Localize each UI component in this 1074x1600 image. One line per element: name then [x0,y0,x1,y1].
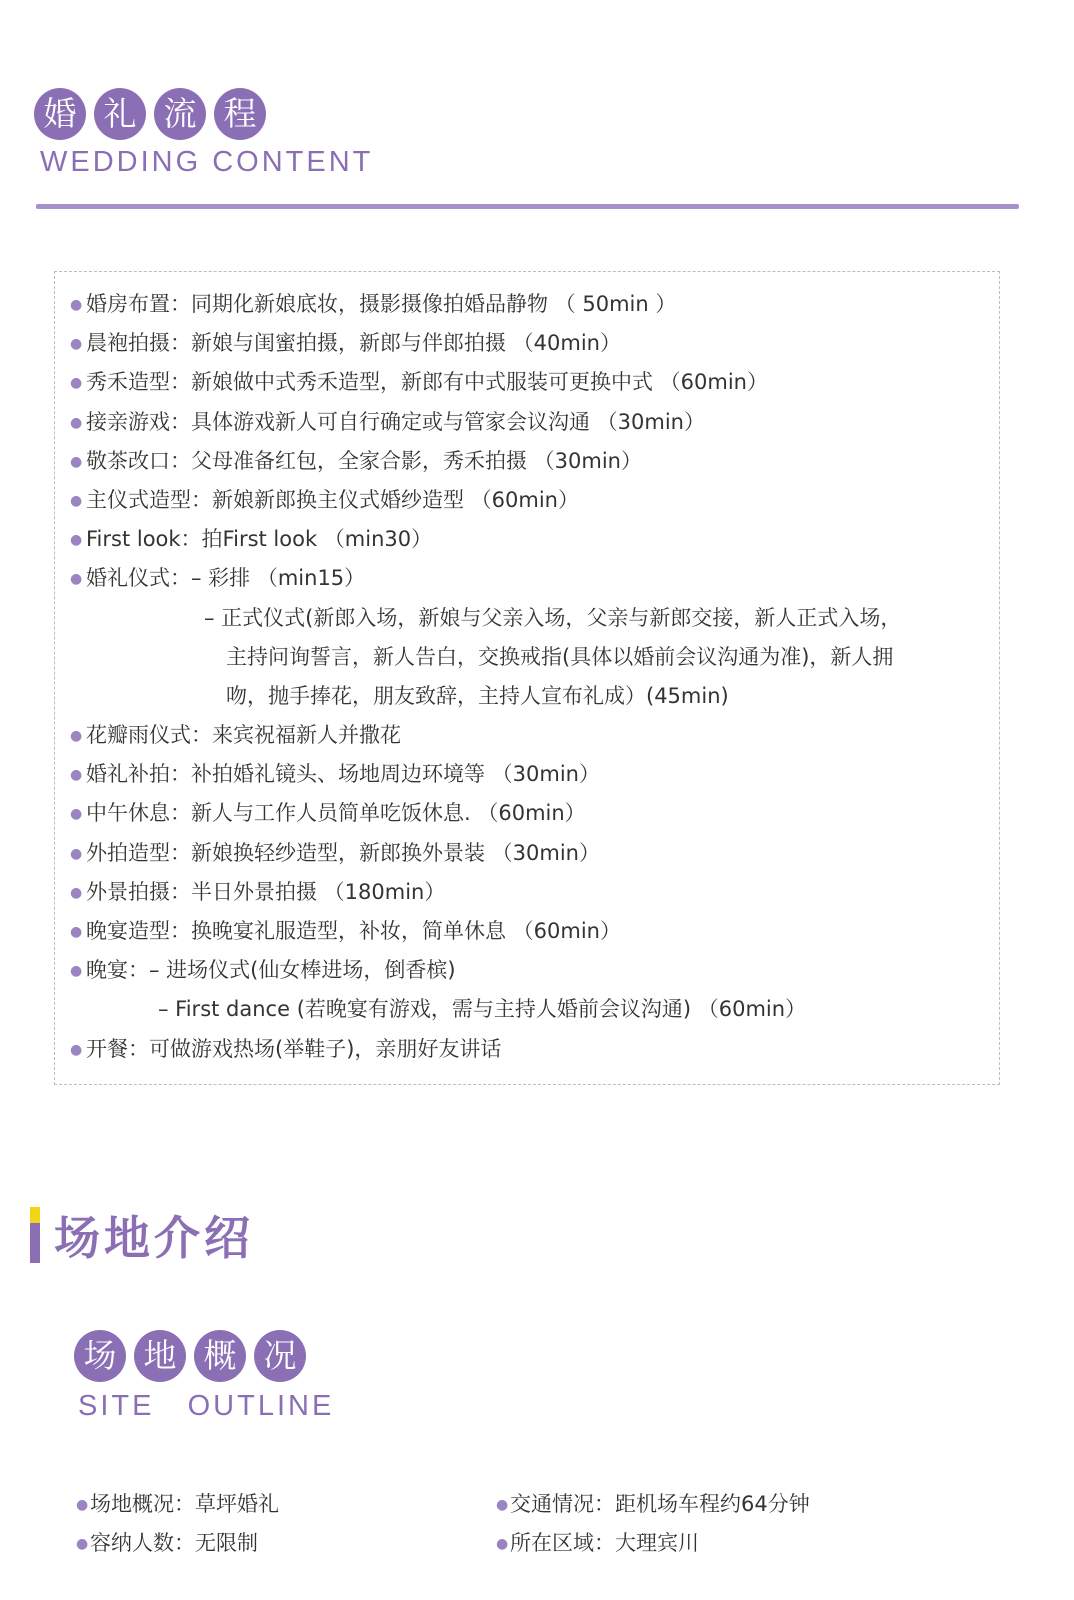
wedding-subtitle: WEDDING CONTENT [40,146,374,178]
wedding-title [34,88,266,140]
bullet-icon: ● [76,1497,89,1513]
bullet-icon: ● [70,884,83,901]
wedding-title-char: 礼 [94,88,146,140]
bullet-icon: ● [70,532,83,549]
bullet-icon: ● [76,1536,89,1552]
bullet-icon: ● [496,1536,509,1552]
site-subtitle: SITE OUTLINE [78,1390,335,1422]
bullet-icon: ● [70,806,83,823]
heading-bar-icon [30,1207,40,1263]
region-info: ●所在区域：大理宾川 [496,1531,699,1555]
bullet-icon: ● [70,1041,83,1058]
schedule-item: ● 外拍造型：新娘换轻纱造型，新郎换外景装 （30min） [70,834,1000,873]
schedule-continuation: 主持问询誓言，新人告白，交换戒指(具体以婚前会议沟通为准)，新人拥 [226,644,894,669]
bullet-icon: ● [70,728,83,745]
bullet-icon: ● [70,453,83,470]
wedding-title-char: 程 [214,88,266,140]
wedding-title-char: 婚 [34,88,86,140]
schedule-subitem: – First dance (若晚宴有游戏，需与主持人婚前会议沟通) （60min） [158,997,807,1022]
bullet-icon: ● [70,924,83,940]
schedule-item: ● 晨袍拍摄：新娘与闺蜜拍摄，新郎与伴郎拍摄 （40min） [70,324,1000,363]
transport-info: ●交通情况：距机场车程约64分钟 [496,1492,810,1516]
site-type: ●场地概况：草坪婚礼 [76,1492,279,1516]
schedule-item: ● First look：拍First look （min30） [70,520,1000,559]
schedule-item: ● 婚礼仪式：– 彩排 （min15） [70,559,1000,598]
schedule-list [70,285,1000,1069]
venue-heading-text: 场地介绍 [54,1211,254,1265]
schedule-item: ● 敬茶改口：父母准备红包，全家合影，秀禾拍摄 （30min） [70,442,1000,481]
bullet-icon: ● [70,297,83,313]
schedule-item: ● 开餐：可做游戏热场(举鞋子)，亲朋好友讲话 [70,1030,1000,1069]
site-title [74,1330,306,1382]
schedule-item: ● 晚宴造型：换晚宴礼服造型，补妆，简单休息 （60min） [70,912,1000,951]
bullet-icon: ● [70,336,83,353]
bullet-icon: ● [70,845,83,862]
site-title-char: 况 [254,1330,306,1382]
site-title-char: 概 [194,1330,246,1382]
schedule-item: ● 婚房布置：同期化新娘底妆，摄影摄像拍婚品静物 （ 50min ） [70,285,1000,324]
bullet-icon: ● [70,963,83,980]
capacity-info: ●容纳人数：无限制 [76,1531,258,1555]
bullet-icon: ● [70,375,83,392]
wedding-title-char: 流 [154,88,206,140]
bullet-icon: ● [70,767,83,784]
bullet-icon: ● [70,571,83,588]
schedule-item: ● 中午休息：新人与工作人员简单吃饭休息. （60min） [70,794,1000,833]
schedule-item: ● 花瓣雨仪式：来宾祝福新人并撒花 [70,716,1000,755]
schedule-item: ● 主仪式造型：新娘新郎换主仪式婚纱造型 （60min） [70,481,1000,520]
schedule-subitem: – 正式仪式(新郎入场，新娘与父亲入场，父亲与新郎交接，新人正式入场， [204,605,902,630]
schedule-item: ● 晚宴：– 进场仪式(仙女棒进场，倒香槟) [70,951,1000,990]
bullet-icon: ● [496,1497,509,1513]
schedule-item: ● 外景拍摄：半日外景拍摄 （180min） [70,873,1000,912]
site-title-char: 场 [74,1330,126,1382]
schedule-item: ● 秀禾造型：新娘做中式秀禾造型，新郎有中式服装可更换中式 （60min） [70,363,1000,402]
site-title-char: 地 [134,1330,186,1382]
venue-heading [30,1205,254,1265]
schedule-continuation: 吻，抛手捧花，朋友致辞，主持人宣布礼成）(45min) [226,683,729,708]
bullet-icon: ● [70,414,83,431]
schedule-item: ● 婚礼补拍：补拍婚礼镜头、场地周边环境等 （30min） [70,755,1000,794]
schedule-item: ● 接亲游戏：具体游戏新人可自行确定或与管家会议沟通 （30min） [70,403,1000,442]
section-divider [36,204,1019,209]
bullet-icon: ● [70,492,83,509]
